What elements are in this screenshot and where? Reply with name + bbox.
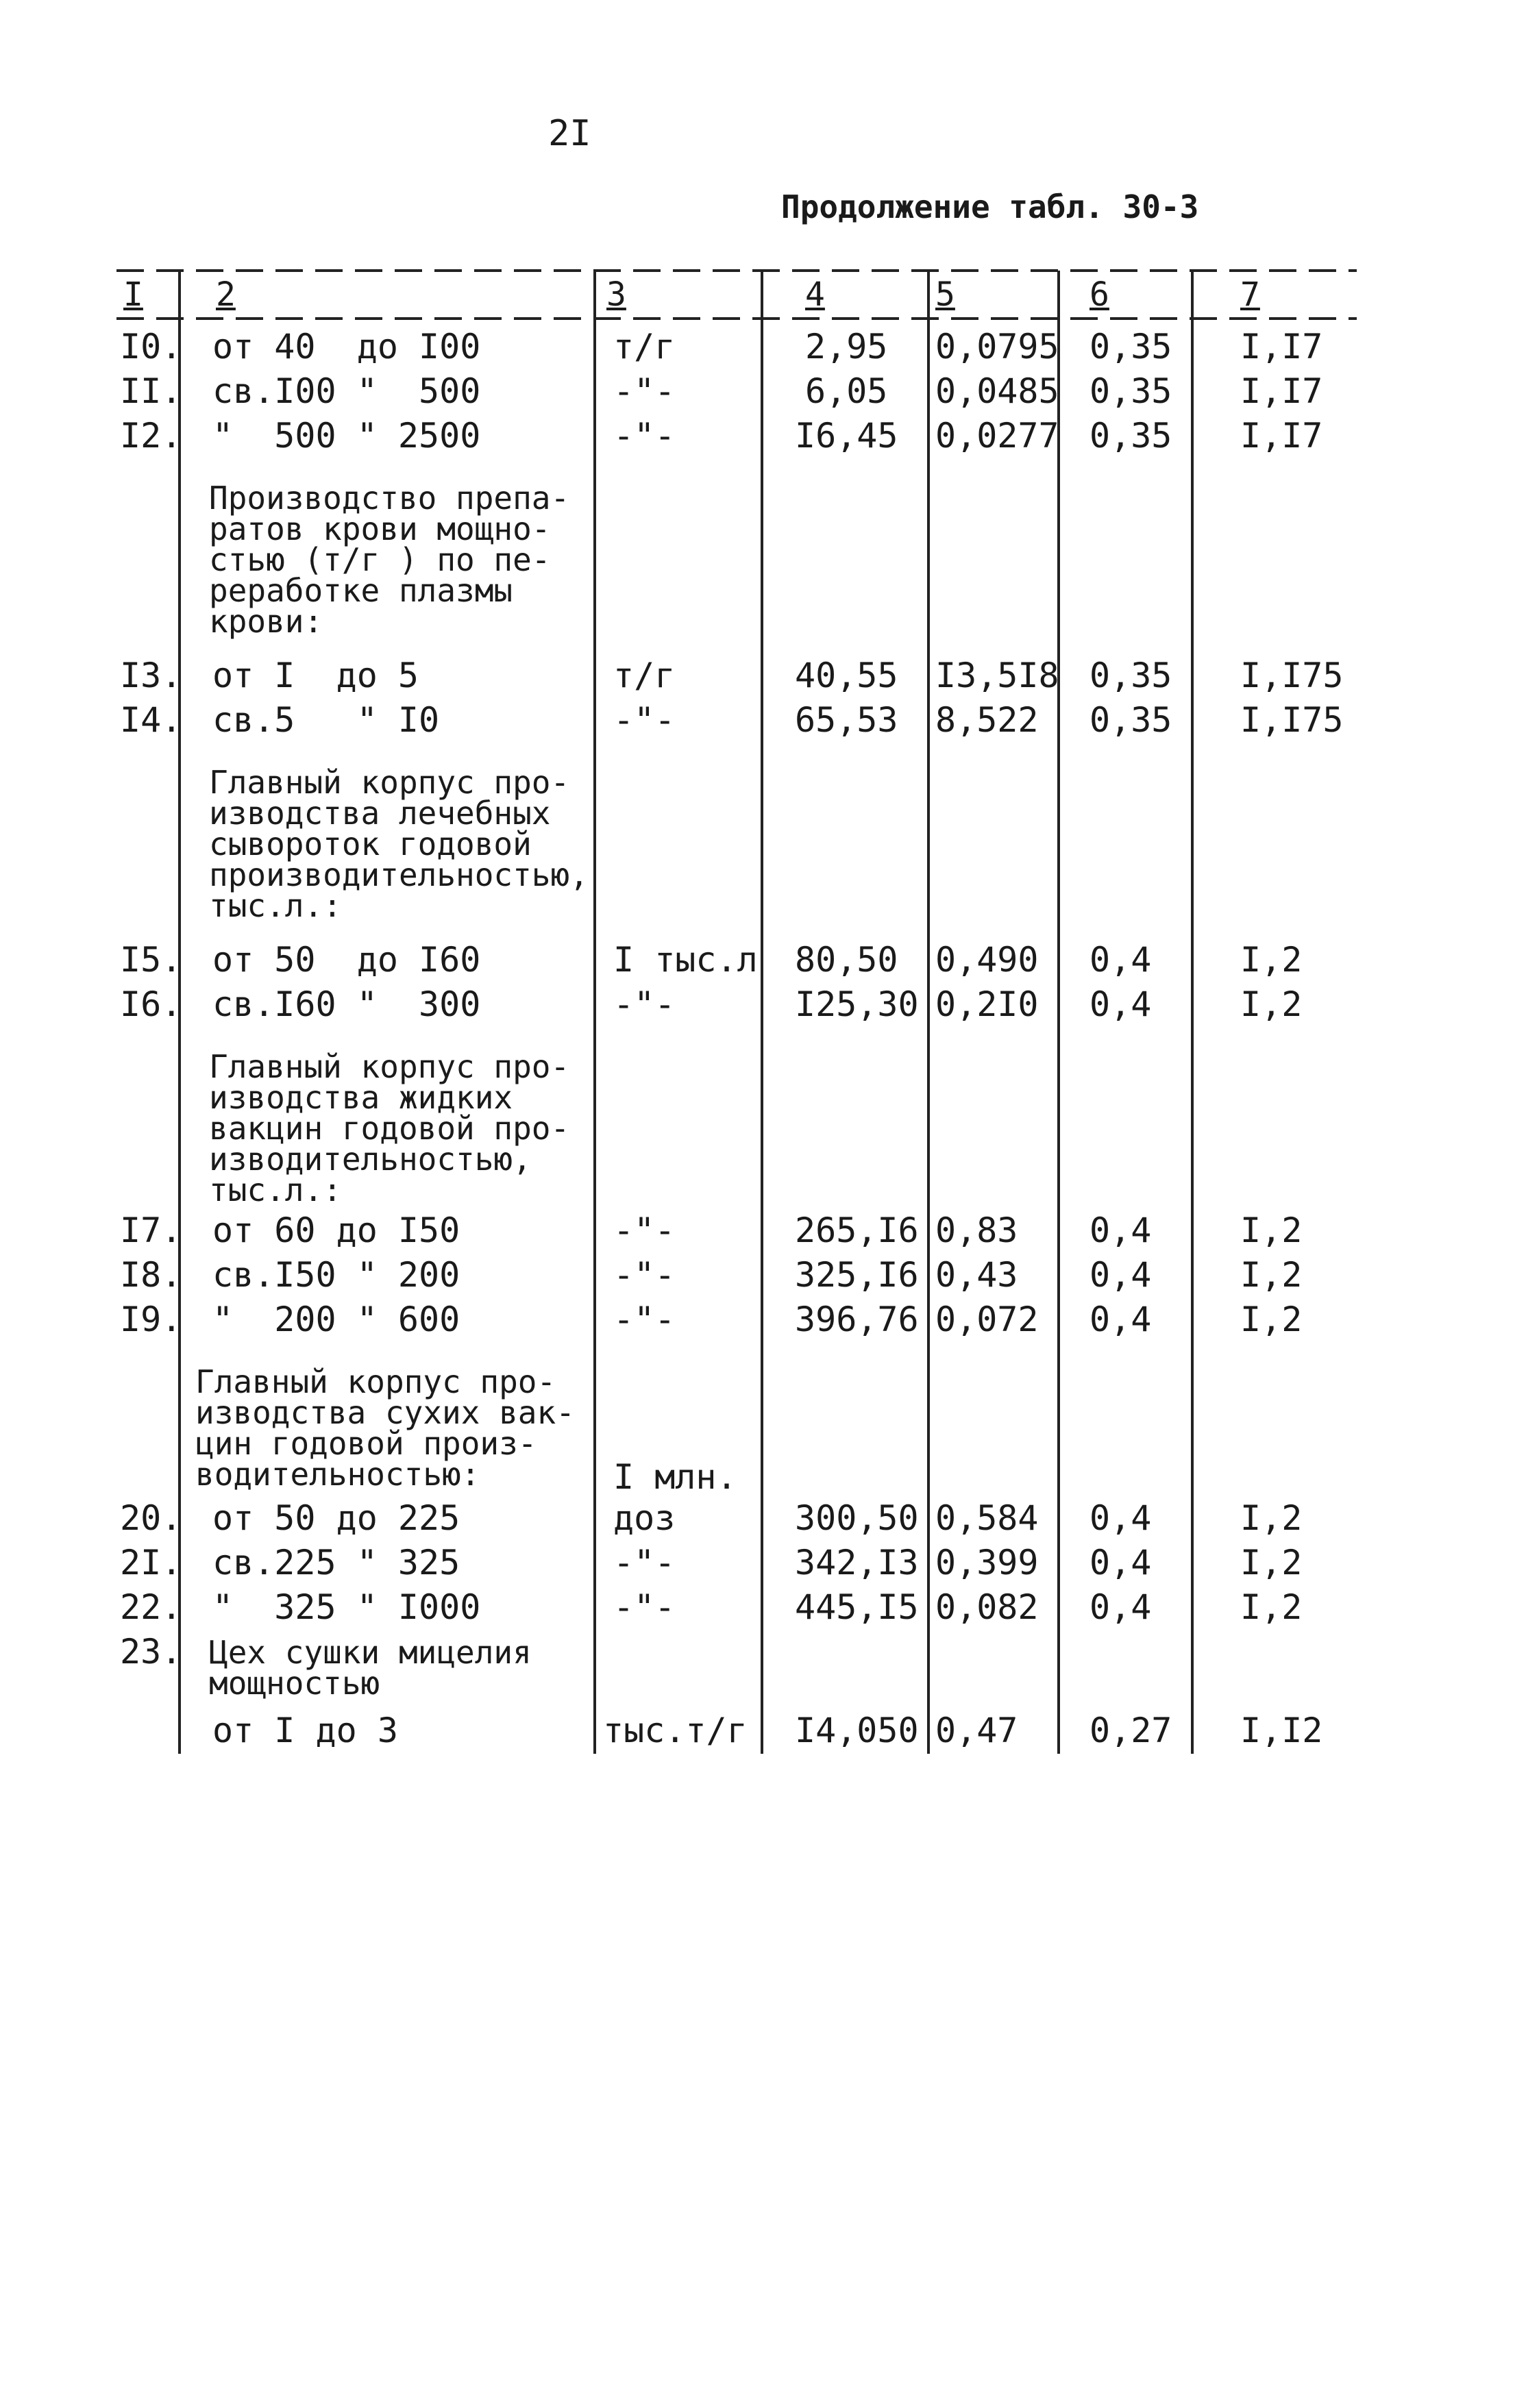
row-col6: 0,4 (1089, 940, 1152, 980)
header-col-4: 4 (805, 275, 825, 314)
row-col6: 0,4 (1089, 1498, 1152, 1538)
row-number: I8. (120, 1255, 182, 1295)
row-col6: 0,35 (1089, 327, 1172, 367)
row-range: св.I50 " 200 (212, 1255, 460, 1295)
row-col7: I,I7 (1240, 327, 1323, 367)
row-col6: 0,4 (1089, 1543, 1152, 1582)
row-col5: I3,5I8 (935, 656, 1059, 695)
row-number: 20. (120, 1498, 182, 1538)
row-unit: доз (613, 1498, 676, 1538)
row-col6: 0,27 (1089, 1711, 1172, 1750)
row-col5: 0,43 (935, 1255, 1018, 1295)
row-col4: 2,95 (805, 327, 888, 367)
row-unit: -"- (613, 984, 676, 1024)
row-range: от 50 до 225 (212, 1498, 460, 1538)
row-unit: -"- (613, 416, 676, 456)
row-col7: I,2 (1240, 1498, 1303, 1538)
row-range: " 500 " 2500 (212, 416, 481, 456)
row-col4: 6,05 (805, 371, 888, 411)
row-number: 22. (120, 1587, 182, 1627)
row-number: I7. (120, 1211, 182, 1250)
row-range: св.I00 " 500 (212, 371, 481, 411)
row-number: I5. (120, 940, 182, 980)
row-number: I9. (120, 1300, 182, 1339)
row-unit: т/г (613, 656, 676, 695)
row-col4: 65,53 (795, 700, 898, 740)
row-col5: 0,082 (935, 1587, 1039, 1627)
row-col7: I,I75 (1240, 700, 1344, 740)
row-col4: 342,I3 (795, 1543, 919, 1582)
row-range: св.225 " 325 (212, 1543, 460, 1582)
row-unit: -"- (613, 1543, 676, 1582)
row-unit: I тыс.л (613, 940, 758, 980)
row-col7: I,2 (1240, 1255, 1303, 1295)
section-heading-mycelium-drying: Цех сушки мицелия мощностью (209, 1634, 532, 1702)
row-col5: 0,2I0 (935, 984, 1039, 1024)
row-unit: -"- (613, 1300, 676, 1339)
row-col7: I,I75 (1240, 656, 1344, 695)
row-unit: -"- (613, 700, 676, 740)
row-col5: 0,584 (935, 1498, 1039, 1538)
row-col4: 40,55 (795, 656, 898, 695)
row-col5: 8,522 (935, 700, 1039, 740)
row-col7: I,2 (1240, 1300, 1303, 1339)
section-heading-blood-products: Производство препа- ратов крови мощно- стью (т/г ) по пе- реработке плазмы крови: (209, 480, 570, 640)
row-col7: I,2 (1240, 940, 1303, 980)
row-col5: 0,0795 (935, 327, 1059, 367)
row-number: 23. (120, 1632, 182, 1672)
row-number: I2. (120, 416, 182, 456)
row-range: от I до 3 (212, 1711, 398, 1750)
row-col4: 80,50 (795, 940, 898, 980)
row-unit: -"- (613, 371, 676, 411)
row-unit: т/г (613, 327, 676, 367)
section-heading-therapeutic-sera: Главный корпус про- изводства лечебных сывороток годовой производительностью, тыс.л.: (209, 764, 589, 924)
row-col6: 0,4 (1089, 1211, 1152, 1250)
row-number: II. (120, 371, 182, 411)
row-col4: 300,50 (795, 1498, 919, 1538)
row-col6: 0,4 (1089, 1255, 1152, 1295)
row-range: от 40 до I00 (212, 327, 481, 367)
row-range: " 200 " 600 (212, 1300, 460, 1339)
header-col-7: 7 (1240, 275, 1260, 314)
header-col-2: 2 (216, 275, 236, 314)
header-col-3: 3 (606, 275, 626, 314)
row-range: от 50 до I60 (212, 940, 481, 980)
row-col6: 0,4 (1089, 1300, 1152, 1339)
row-range: св.5 " I0 (212, 700, 440, 740)
row-unit: -"- (613, 1587, 676, 1627)
row-col5: 0,0277 (935, 416, 1059, 456)
section-heading-dry-vaccines: Главный корпус про- изводства сухих вак- цин годовой произ- водительностью: (195, 1363, 575, 1493)
row-col7: I,2 (1240, 1587, 1303, 1627)
row-col4: 265,I6 (795, 1211, 919, 1250)
row-col6: 0,4 (1089, 1587, 1152, 1627)
row-number: 2I. (120, 1543, 182, 1582)
row-unit: -"- (613, 1255, 676, 1295)
row-col6: 0,35 (1089, 371, 1172, 411)
row-col4: 445,I5 (795, 1587, 919, 1627)
row-col4: 396,76 (795, 1300, 919, 1339)
row-col7: I,2 (1240, 1543, 1303, 1582)
row-col5: 0,47 (935, 1711, 1018, 1750)
section-heading-liquid-vaccines: Главный корпус про- изводства жидких вакцин годовой про- изводительностью, тыс.л.: (209, 1048, 570, 1208)
row-col7: I,I2 (1240, 1711, 1323, 1750)
page-number: 2I (548, 113, 591, 154)
row-number: I3. (120, 656, 182, 695)
header-col-5: 5 (935, 275, 955, 314)
row-number: I6. (120, 984, 182, 1024)
row-col4: I6,45 (795, 416, 898, 456)
row-col5: 0,0485 (935, 371, 1059, 411)
row-col4: I25,30 (795, 984, 919, 1024)
row-col5: 0,072 (935, 1300, 1039, 1339)
row-col5: 0,83 (935, 1211, 1018, 1250)
row-col5: 0,490 (935, 940, 1039, 980)
row-col6: 0,35 (1089, 700, 1172, 740)
row-col4: 325,I6 (795, 1255, 919, 1295)
row-col7: I,2 (1240, 1211, 1303, 1250)
row-col7: I,I7 (1240, 371, 1323, 411)
row-range: от I до 5 (212, 656, 419, 695)
continuation-title: Продолжение табл. 30-3 (781, 188, 1199, 225)
row-unit: тыс.т/г (603, 1711, 748, 1750)
row-col5: 0,399 (935, 1543, 1039, 1582)
row-range: от 60 до I50 (212, 1211, 460, 1250)
row-col7: I,I7 (1240, 416, 1323, 456)
header-col-1: I (123, 275, 143, 314)
row-col7: I,2 (1240, 984, 1303, 1024)
row-unit: -"- (613, 1211, 676, 1250)
unit-note: I млн. (613, 1457, 737, 1497)
header-col-6: 6 (1089, 275, 1109, 314)
row-number: I4. (120, 700, 182, 740)
row-col6: 0,4 (1089, 984, 1152, 1024)
row-range: св.I60 " 300 (212, 984, 481, 1024)
row-col6: 0,35 (1089, 416, 1172, 456)
row-range: " 325 " I000 (212, 1587, 481, 1627)
row-col6: 0,35 (1089, 656, 1172, 695)
row-col4: I4,050 (795, 1711, 919, 1750)
row-number: I0. (120, 327, 182, 367)
